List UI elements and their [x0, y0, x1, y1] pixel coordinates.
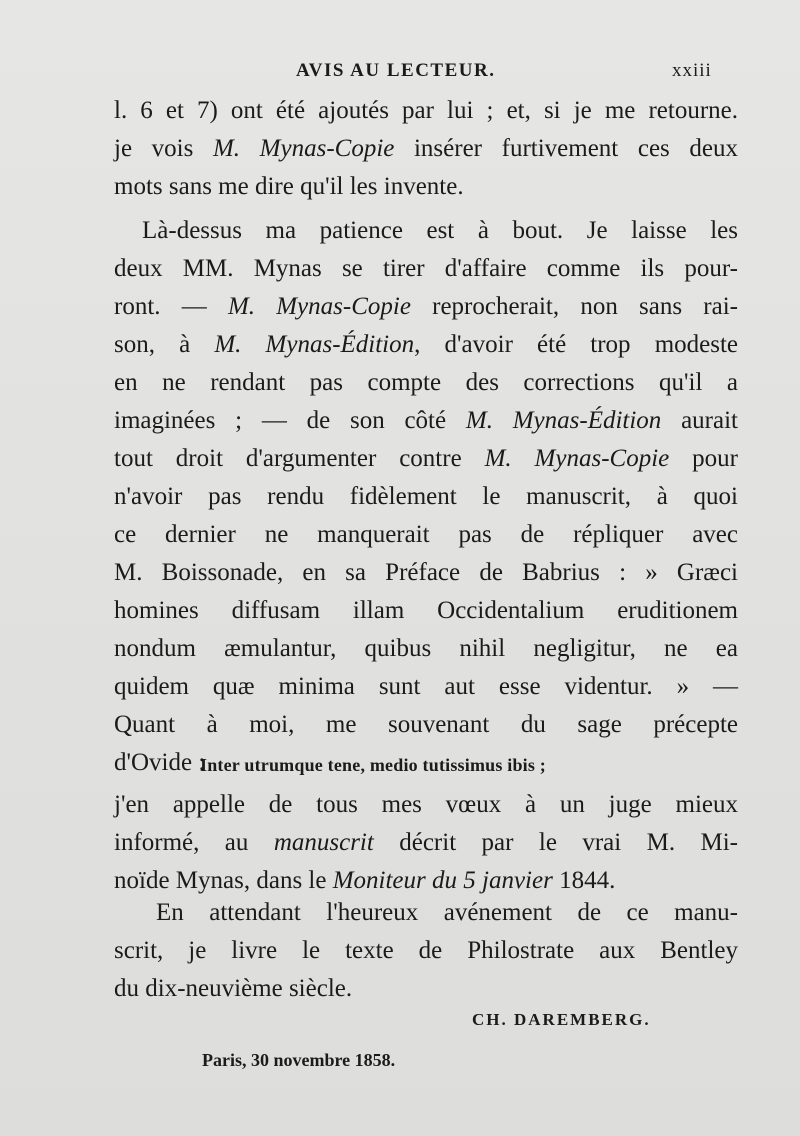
- text-line: informé, au manuscrit décrit par le vrai M. Mi-: [114, 829, 739, 856]
- author-signature: CH. DAREMBERG.: [472, 1010, 651, 1029]
- text-line: quidem quæ minima sunt aut esse videntur. » —: [114, 673, 738, 700]
- text-line: homines diffusam illam Occidentalium eruditionem: [114, 597, 738, 624]
- dateline: Paris, 30 novembre 1858.: [202, 1050, 396, 1070]
- page-header: [0, 54, 800, 84]
- text-line: d'Ovide :: [114, 749, 206, 776]
- text-line: ce dernier ne manquerait pas de répliquer avec: [114, 521, 738, 548]
- text-line: imaginées ; — de son côté M. Mynas-Édition aurait: [114, 407, 738, 434]
- paragraph-3: [114, 786, 738, 900]
- text-line: en ne rendant pas compte des corrections qu'il a: [114, 369, 738, 396]
- text-line: nondum æmulantur, quibus nihil negligitur, ne ea: [114, 635, 738, 662]
- text-line: tout droit d'argumenter contre M. Mynas-Copie pour: [114, 445, 738, 472]
- text-line: Quant à moi, me souvenant du sage précepte: [114, 711, 738, 738]
- paragraph-4: [114, 894, 738, 1008]
- text-line: En attendant l'heureux avénement de ce manu-: [156, 899, 738, 926]
- text-line: du dix-neuvième siècle.: [114, 975, 353, 1002]
- paragraph-2: [114, 212, 738, 782]
- text-line: Là-dessus ma patience est à bout. Je laisse les: [142, 217, 738, 244]
- text-line: scrit, je livre le texte de Philostrate aux Bentley: [114, 937, 738, 964]
- running-title: AVIS AU LECTEUR.: [296, 60, 496, 81]
- text-line: j'en appelle de tous mes vœux à un juge mieux: [114, 791, 738, 818]
- text-line: mots sans me dire qu'il les invente.: [114, 173, 464, 200]
- ovid-quotation: Inter utrumque tene, medio tutissimus ibis ;: [200, 755, 546, 775]
- text-line: noïde Mynas, dans le Moniteur du 5 janvier 1844.: [114, 867, 616, 894]
- text-line: je vois M. Mynas-Copie insérer furtivement ces deux: [114, 135, 738, 162]
- page-number: xxiii: [672, 60, 712, 81]
- text-line: son, à M. Mynas-Édition, d'avoir été trop modeste: [114, 331, 739, 358]
- text-line: l. 6 et 7) ont été ajoutés par lui ; et, si je me retourne.: [114, 97, 738, 124]
- text-line: n'avoir pas rendu fidèlement le manuscrit, à quoi: [114, 483, 738, 510]
- paragraph-1: [114, 92, 738, 206]
- text-line: M. Boissonade, en sa Préface de Babrius : » Græci: [114, 559, 738, 586]
- text-line: deux MM. Mynas se tirer d'affaire comme ils pour-: [114, 255, 738, 282]
- text-line: ront. — M. Mynas-Copie reprocherait, non sans rai-: [114, 293, 738, 320]
